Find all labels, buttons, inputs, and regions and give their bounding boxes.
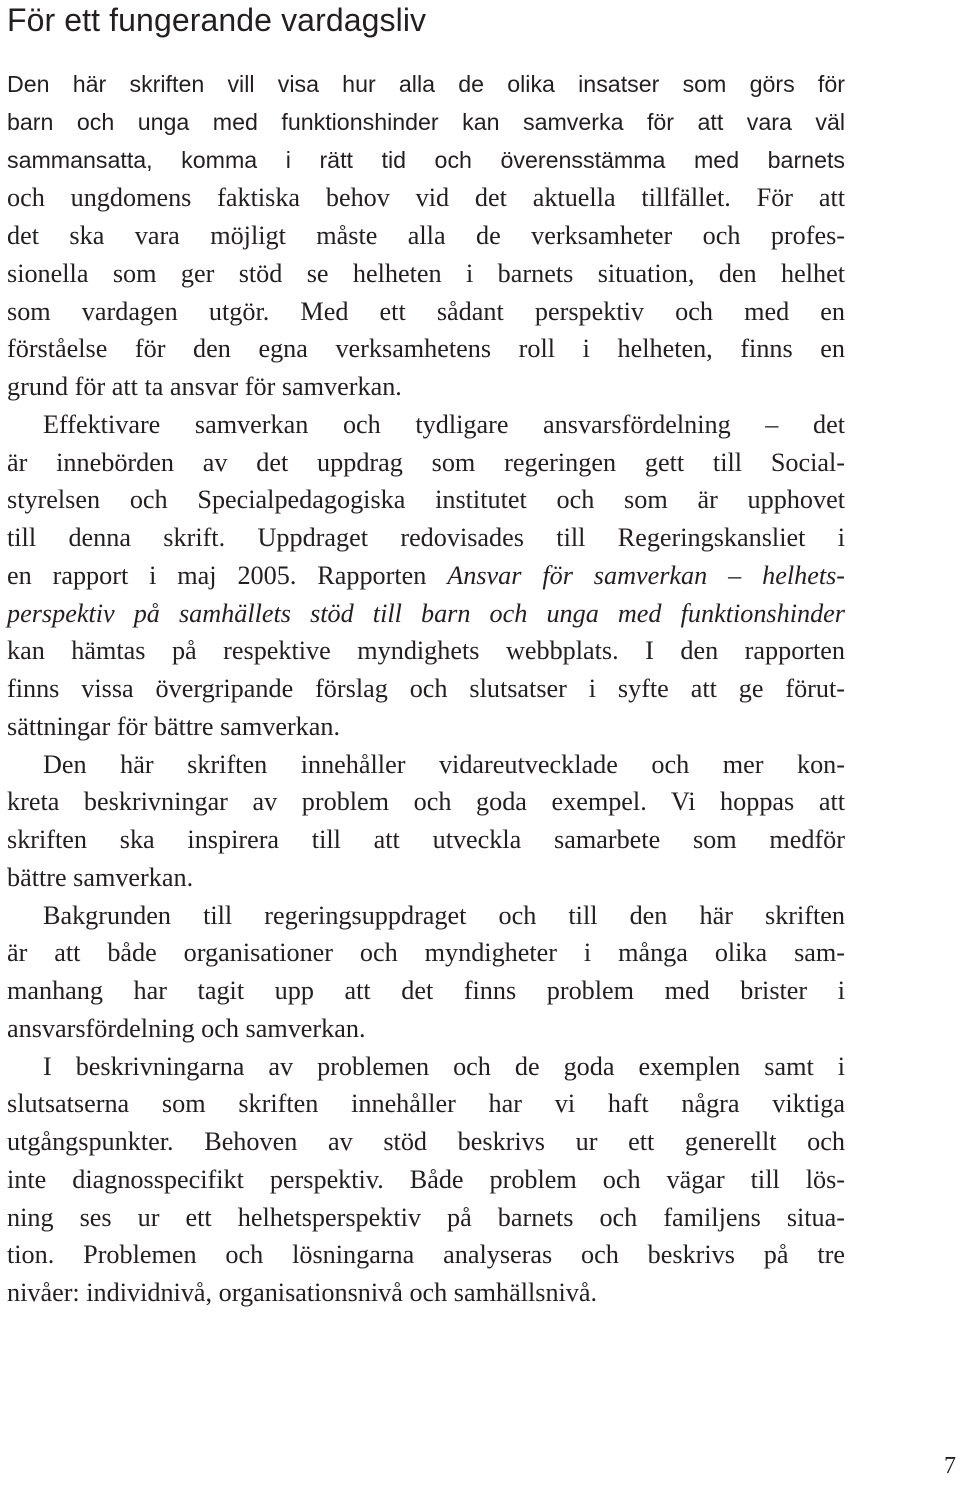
text-line: till denna skrift. Uppdraget redovisades till Regeringskansliet i	[7, 523, 845, 552]
text-line: grund för att ta ansvar för samverkan.	[7, 372, 402, 401]
text-line: sammansatta, komma i rätt tid och överensstämma med barnets	[7, 146, 845, 173]
text-segment: en rapport i maj 2005. Rapporten	[7, 560, 427, 590]
text-line: det ska vara möjligt måste alla de verksamheter och profes-	[7, 221, 845, 250]
text-line	[7, 595, 845, 633]
text-line: ansvarsfördelning och samverkan.	[7, 1013, 366, 1043]
report-title-italic: Ansvar för samverkan – helhets-	[447, 560, 846, 590]
text-line: Bakgrunden till regeringsuppdraget och till den här skriften	[43, 900, 845, 930]
text-line: utgångspunkter. Behoven av stöd beskrivs ur ett generellt och	[7, 1127, 845, 1156]
text-line: sionella som ger stöd se helheten i barnets situation, den helhet	[7, 258, 845, 288]
text-line: Den här skriften innehåller vidareutvecklade och mer kon-	[43, 749, 845, 779]
text-line	[7, 557, 845, 595]
text-line: styrelsen och Specialpedagogiska institutet och som är upphovet	[7, 485, 845, 515]
text-segment: För att	[756, 183, 845, 213]
text-line	[7, 293, 845, 331]
body-text	[7, 66, 845, 1312]
text-segment: Med ett sådant perspektiv och med en	[300, 296, 846, 326]
text-line: är innebörden av det uppdrag som regeringen gett till Social-	[7, 447, 845, 477]
text-segment: och ungdomens faktiska behov vid det aktuella tillfället.	[7, 183, 731, 213]
text-line	[7, 179, 845, 217]
text-line: skriften ska inspirera till att utveckla samarbete som medför	[7, 825, 845, 854]
text-line: sättningar för bättre samverkan.	[7, 711, 341, 741]
text-line: manhang har tagit upp att det finns problem med brister i	[7, 976, 845, 1005]
text-line: Effektivare samverkan och tydligare ansvarsfördelning – det	[43, 409, 845, 439]
text-line: förståelse för den egna verksamhetens roll i helheten, finns en	[7, 334, 845, 364]
page-number: 7	[944, 1453, 956, 1479]
text-line: finns vissa övergripande förslag och slutsatser i syfte att ge förut-	[7, 674, 845, 703]
text-line: kreta beskrivningar av problem och goda exempel. Vi hoppas att	[7, 787, 845, 817]
text-line: bättre samverkan.	[7, 862, 194, 892]
report-title-italic: perspektiv på samhällets stöd till barn och unga med funktionshinder	[7, 598, 845, 628]
text-line: tion. Problemen och lösningarna analyseras och beskrivs på tre	[7, 1240, 845, 1270]
text-line: nivåer: individnivå, organisationsnivå och samhällsnivå.	[7, 1278, 598, 1307]
text-line: kan hämtas på respektive myndighets webbplats. I den rapporten	[7, 636, 845, 666]
text-line: barn och unga med funktionshinder kan samverka för att vara väl	[7, 108, 845, 135]
page-title: För ett fungerande vardagsliv	[7, 2, 427, 38]
text-line: inte diagnosspecifikt perspektiv. Både problem och vägar till lös-	[7, 1164, 845, 1194]
text-segment: som vardagen utgör.	[7, 296, 270, 326]
text-line: I beskrivningarna av problemen och de goda exemplen samt i	[43, 1051, 845, 1081]
text-line: ning ses ur ett helhetsperspektiv på barnets och familjens situa-	[7, 1202, 845, 1232]
text-line: är att både organisationer och myndigheter i många olika sam-	[7, 938, 845, 968]
text-line: Den här skriften vill visa hur alla de olika insatser som görs för	[7, 71, 845, 97]
text-line: slutsatserna som skriften innehåller har vi haft några viktiga	[7, 1089, 845, 1119]
